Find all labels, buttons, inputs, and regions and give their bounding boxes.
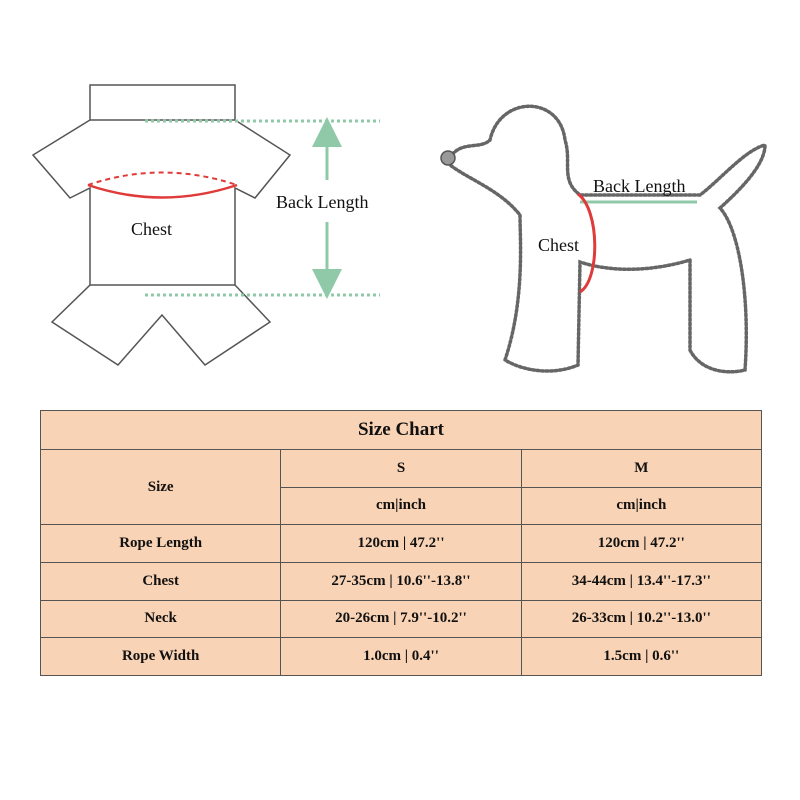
chest-label-left: Chest [131, 219, 173, 239]
table-row [41, 562, 762, 600]
cell-rope-width-m: 1.5cm | 0.6'' [521, 638, 761, 676]
cell-neck-m: 26-33cm | 10.2''-13.0'' [521, 600, 761, 638]
size-chart-title: Size Chart [41, 411, 762, 450]
table-row [41, 525, 762, 563]
back-length-label-left: Back Length [276, 192, 369, 212]
back-length-label-right: Back Length [593, 176, 686, 196]
cell-rope-width-s: 1.0cm | 0.4'' [281, 638, 521, 676]
row-label-neck: Neck [41, 600, 281, 638]
row-label-chest: Chest [41, 562, 281, 600]
cell-neck-s: 20-26cm | 7.9''-10.2'' [281, 600, 521, 638]
ring-icon [441, 151, 455, 165]
table-row [41, 638, 762, 676]
cell-rope-length-s: 120cm | 47.2'' [281, 525, 521, 563]
unit-m: cm|inch [521, 487, 761, 525]
size-chart-table [40, 410, 762, 676]
unit-s: cm|inch [281, 487, 521, 525]
size-s-header: S [281, 450, 521, 488]
cell-chest-m: 34-44cm | 13.4''-17.3'' [521, 562, 761, 600]
cell-chest-s: 27-35cm | 10.6''-13.8'' [281, 562, 521, 600]
table-title-row [41, 411, 762, 450]
cell-rope-length-m: 120cm | 47.2'' [521, 525, 761, 563]
row-label-rope-length: Rope Length [41, 525, 281, 563]
dog-silhouette [441, 106, 765, 372]
row-label-rope-width: Rope Width [41, 638, 281, 676]
table-row [41, 600, 762, 638]
chest-label-right: Chest [538, 235, 580, 255]
table-header-row [41, 450, 762, 488]
size-header-label: Size [41, 450, 281, 525]
size-m-header: M [521, 450, 761, 488]
